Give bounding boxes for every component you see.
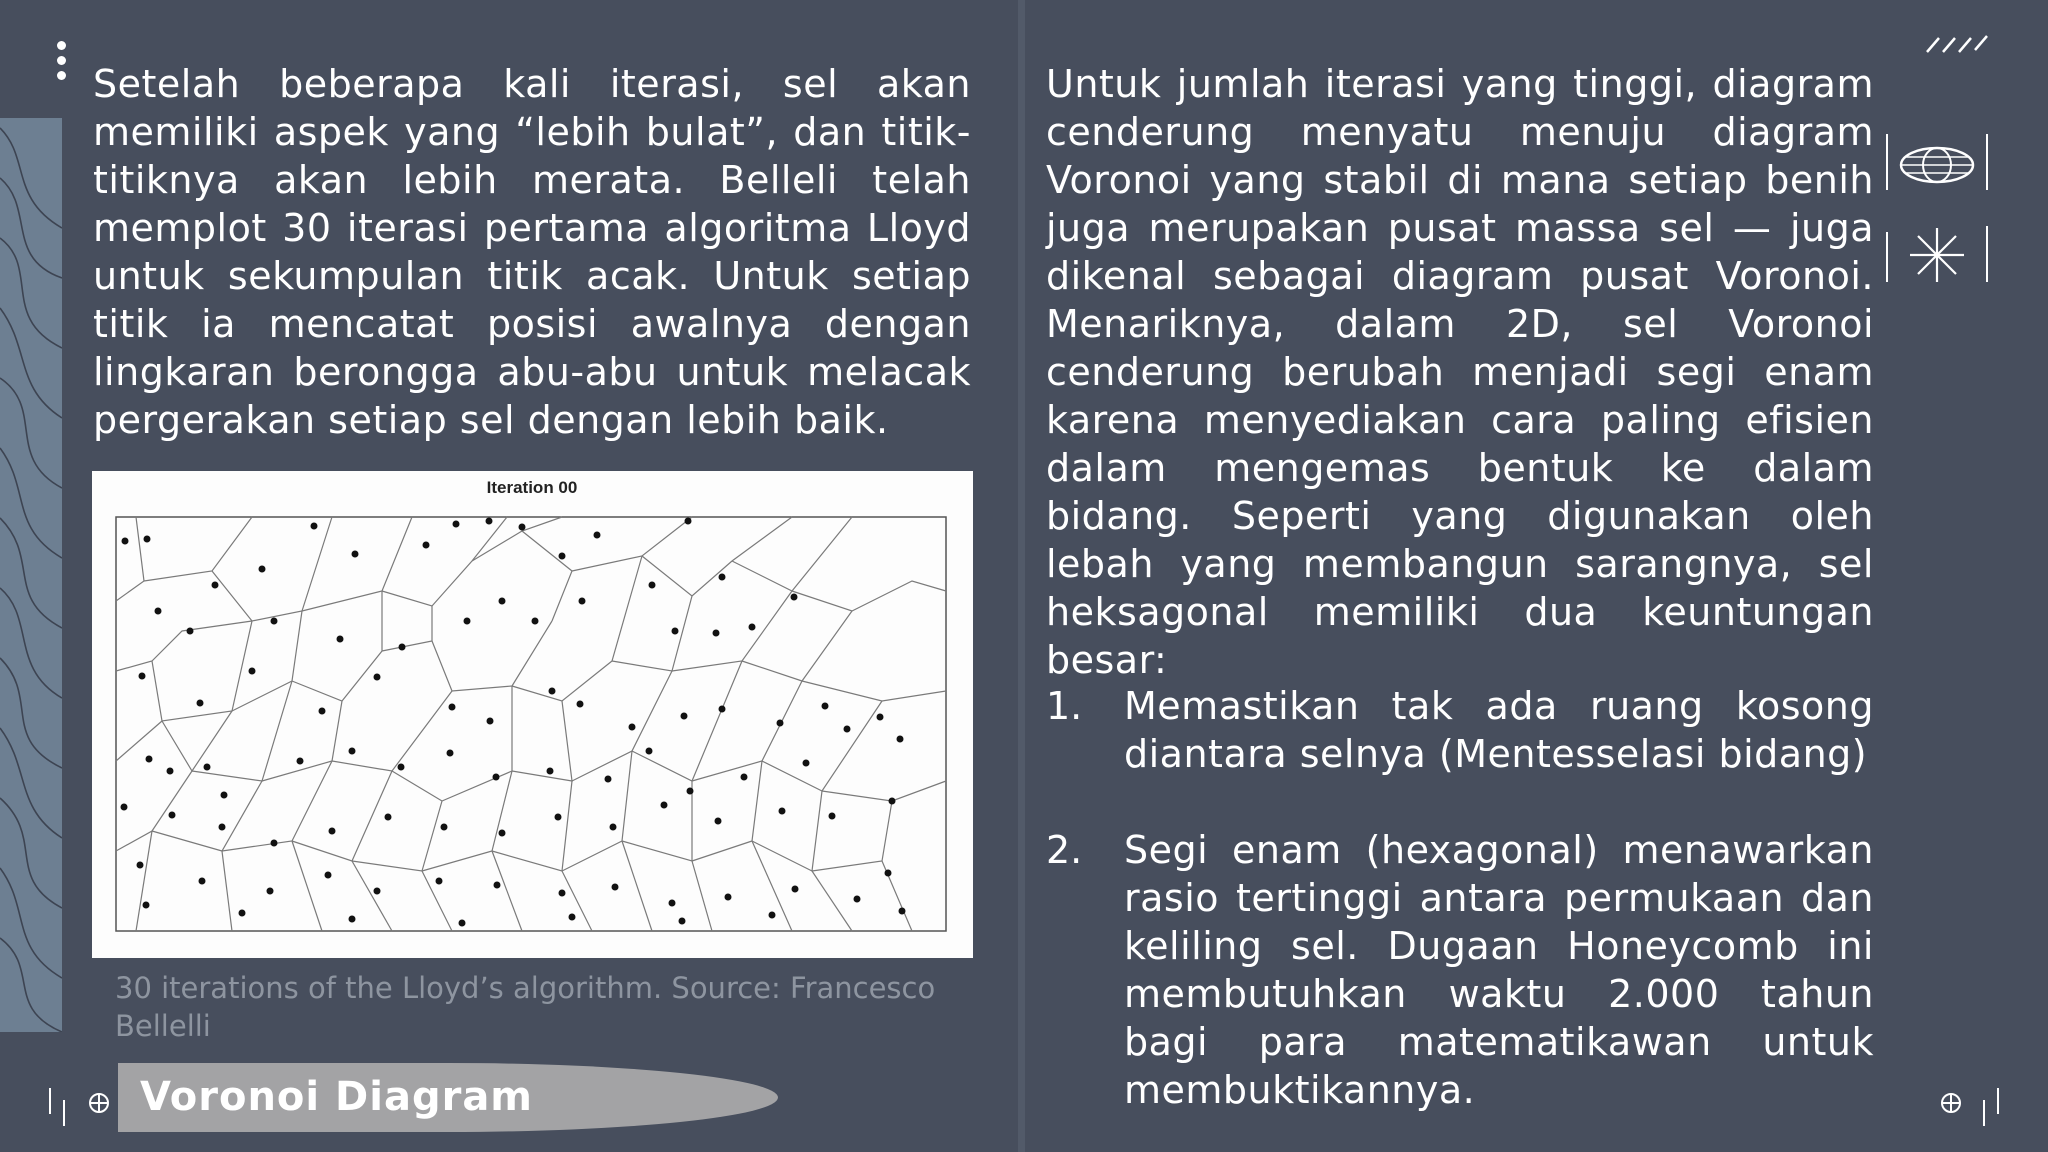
decorative-side-strip <box>0 118 62 1032</box>
globe-icon <box>1884 130 1990 198</box>
voronoi-seed-points <box>121 518 906 927</box>
menu-dots-icon[interactable] <box>57 41 66 86</box>
bracket-lines-icon <box>1978 1086 2008 1130</box>
crosshair-icon <box>1938 1090 1964 1116</box>
figure-frame <box>116 517 946 931</box>
left-paragraph: Setelah beberapa kali iterasi, sel akan memiliki aspek yang “lebih bulat”, dan titik-titiknya akan lebih merata. Belleli telah memplot 30 iterasi pertama algoritma Lloyd untuk sekumpulan titik acak. Untuk setiap titik ia mencatat posisi awalnya dengan lingkaran berongga abu-abu untuk melacak pergerakan setiap sel dengan lebih baik. <box>93 62 971 442</box>
voronoi-diagram-image <box>92 471 973 958</box>
right-paragraph: Untuk jumlah iterasi yang tinggi, diagram cenderung menyatu menuju diagram Voronoi yang stabil di mana setiap benih juga merupakan pusat massa sel — juga dikenal sebagai diagram pusat Voronoi. Menariknya, dalam 2D, sel Voronoi cenderung berubah menjadi segi enam karena menyediakan cara paling efisien dalam mengemas bentuk ke dalam bidang. Seperti yang digunakan oleh lebah yang membangun sarangnya, sel heksagonal memiliki dua keuntungan besar: <box>1046 62 1874 682</box>
slide-title: Voronoi Diagram <box>140 1074 533 1120</box>
list-text: Memastikan tak ada ruang kosong diantara selnya (Mentesselasi bidang) <box>1124 684 1874 776</box>
voronoi-figure <box>92 471 973 958</box>
crosshair-icon <box>86 1090 112 1116</box>
figure-title: Iteration 00 <box>486 478 578 497</box>
slash-lines-icon <box>1925 34 1989 54</box>
voronoi-cells <box>116 517 946 931</box>
bracket-lines-icon <box>46 1086 76 1130</box>
list-number: 2. <box>1046 828 1083 872</box>
page-divider <box>1018 0 1025 1152</box>
sparkle-icon <box>1884 222 1990 288</box>
list-text: Segi enam (hexagonal) menawarkan rasio tertinggi antara permukaan dan keliling sel. Dugaan Honeycomb ini membutuhkan waktu 2.000 tahun bagi para matematikawan untuk membuktikannya. <box>1124 828 1874 1112</box>
list-number: 1. <box>1046 684 1083 728</box>
figure-caption: 30 iterations of the Lloyd’s algorithm. Source: Francesco Bellelli <box>115 971 936 1043</box>
